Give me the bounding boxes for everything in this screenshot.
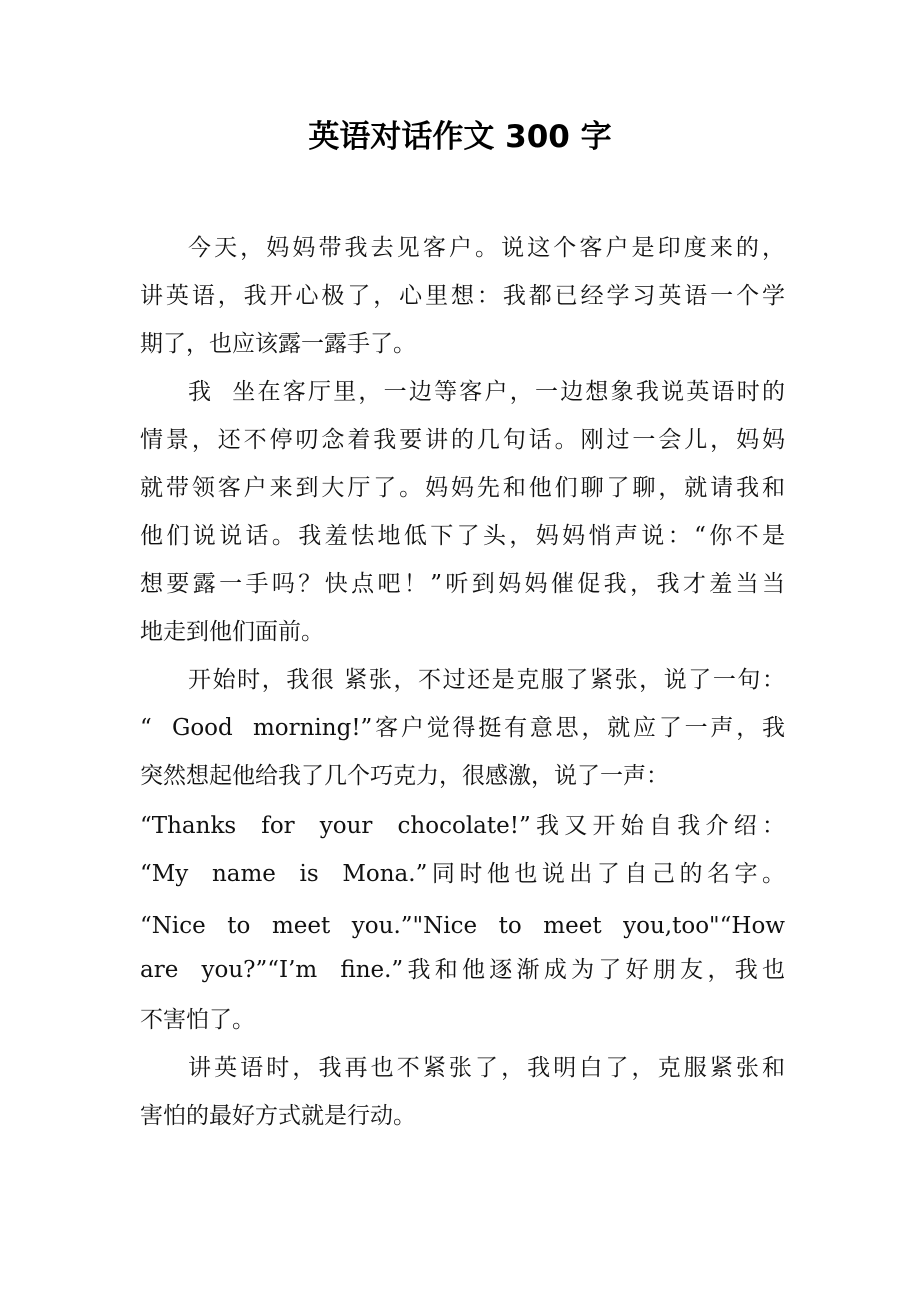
- text-line: 他们说说话。我羞怯地低下了头，妈妈悄声说：“你不是: [140, 523, 785, 549]
- text-line: 突然想起他给我了几个巧克力，很感激，说了一声：: [140, 763, 669, 789]
- text-line: 想要露一手吗？快点吧！”听到妈妈催促我，我才羞当当: [140, 571, 785, 597]
- text-line: “Nice to meet you.”"Nice to meet you,too"“How: [140, 913, 785, 939]
- text-line: 情景，还不停叨念着我要讲的几句话。刚过一会儿，妈妈: [140, 427, 785, 453]
- document-title: 英语对话作文 300 字: [308, 119, 612, 155]
- text-line: 讲英语时，我再也不紧张了，我明白了，克服紧张和: [188, 1055, 785, 1081]
- text-line: 害怕的最好方式就是行动。: [140, 1103, 416, 1129]
- text-line: 不害怕了。: [140, 1007, 255, 1033]
- text-line: 期了，也应该露一露手了。: [140, 331, 416, 357]
- text-line: are you?”“I’m fine.”我和他逐渐成为了好朋友，我也: [140, 957, 785, 983]
- text-line: 地走到他们面前。: [140, 619, 324, 645]
- text-line: “My name is Mona.”同时他也说出了自己的名字。: [140, 861, 785, 887]
- text-line: 讲英语，我开心极了，心里想：我都已经学习英语一个学: [140, 283, 785, 309]
- text-line: 今天，妈妈带我去见客户。说这个客户是印度来的，: [188, 235, 785, 261]
- text-line: 开始时，我很 紧张，不过还是克服了紧张，说了一句：: [188, 667, 785, 693]
- text-line: “Thanks for your chocolate!”我又开始自我介绍：: [140, 813, 785, 839]
- text-line: 我 坐在客厅里，一边等客户，一边想象我说英语时的: [188, 379, 785, 405]
- text-line: “ Good morning!”客户觉得挺有意思，就应了一声，我: [140, 715, 785, 741]
- text-line: 就带领客户来到大厅了。妈妈先和他们聊了聊，就请我和: [140, 475, 785, 501]
